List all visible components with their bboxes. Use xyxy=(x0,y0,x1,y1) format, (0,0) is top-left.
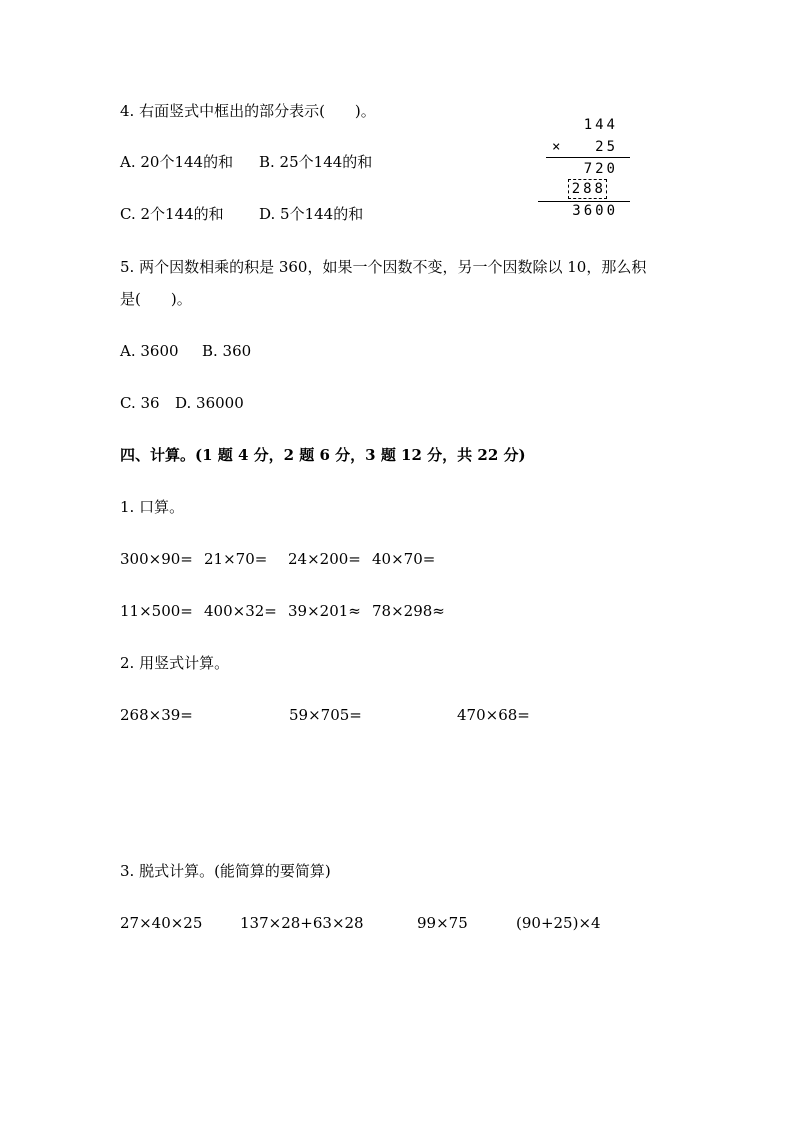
q5-option-c: C. 36 xyxy=(120,394,160,412)
q5-stem-line1: 5. 两个因数相乘的积是 360，如果一个因数不变，另一个因数除以 10，那么积 xyxy=(120,258,647,276)
q4-options-row2 xyxy=(120,204,364,264)
vertical-multiplication xyxy=(538,116,630,220)
step-calc-items xyxy=(120,913,601,1013)
oral-calc-item: 11×500= xyxy=(120,602,193,620)
rule-line-1 xyxy=(546,157,630,158)
q4-option-d: D. 5个144的和 xyxy=(259,205,364,223)
step-calc-item: (90+25)×4 xyxy=(516,914,601,932)
q5-option-d: D. 36000 xyxy=(175,394,244,412)
vertical-calc-items xyxy=(120,705,530,785)
q4-options-row1 xyxy=(120,152,373,212)
oral-calc-item: 21×70= xyxy=(204,550,268,568)
product: 3600 xyxy=(572,203,618,219)
multiplier: 25 xyxy=(595,139,618,155)
p3-title: 3. 脱式计算。(能简算的要简算) xyxy=(120,862,331,880)
times-sign: × xyxy=(552,139,561,155)
oral-calc-item: 24×200= xyxy=(288,550,361,568)
p2-title: 2. 用竖式计算。 xyxy=(120,654,230,672)
q5-stem-line2: 是( )。 xyxy=(120,290,192,308)
oral-calc-item: 39×201≈ xyxy=(288,602,361,620)
vertical-calc-item: 268×39= xyxy=(120,706,193,724)
p1-title: 1. 口算。 xyxy=(120,498,185,516)
step-calc-item: 137×28+63×28 xyxy=(240,914,364,932)
oral-calc-item: 400×32= xyxy=(204,602,277,620)
q5-options-row1 xyxy=(120,341,252,401)
oral-calc-item: 300×90= xyxy=(120,550,193,568)
q4-option-a: A. 20个144的和 xyxy=(120,153,234,171)
q4-option-c: C. 2个144的和 xyxy=(120,205,224,223)
vertical-calc-item: 59×705= xyxy=(289,706,362,724)
vertical-calc-item: 470×68= xyxy=(457,706,530,724)
q4-option-b: B. 25个144的和 xyxy=(259,153,373,171)
q5-options-row2 xyxy=(120,393,244,453)
partial-product-1: 720 xyxy=(583,161,618,177)
oral-calc-item: 40×70= xyxy=(372,550,436,568)
multiplicand: 144 xyxy=(583,117,618,133)
section4-title: 四、计算。(1 题 4 分，2 题 6 分，3 题 12 分，共 22 分) xyxy=(120,446,526,464)
partial-product-2: 288 xyxy=(571,181,606,197)
q5-option-a: A. 3600 xyxy=(120,342,179,360)
step-calc-item: 27×40×25 xyxy=(120,914,203,932)
step-calc-item: 99×75 xyxy=(417,914,468,932)
q5-option-b: B. 360 xyxy=(202,342,252,360)
oral-calc-item: 78×298≈ xyxy=(372,602,445,620)
q4-stem: 4. 右面竖式中框出的部分表示( )。 xyxy=(120,102,376,120)
